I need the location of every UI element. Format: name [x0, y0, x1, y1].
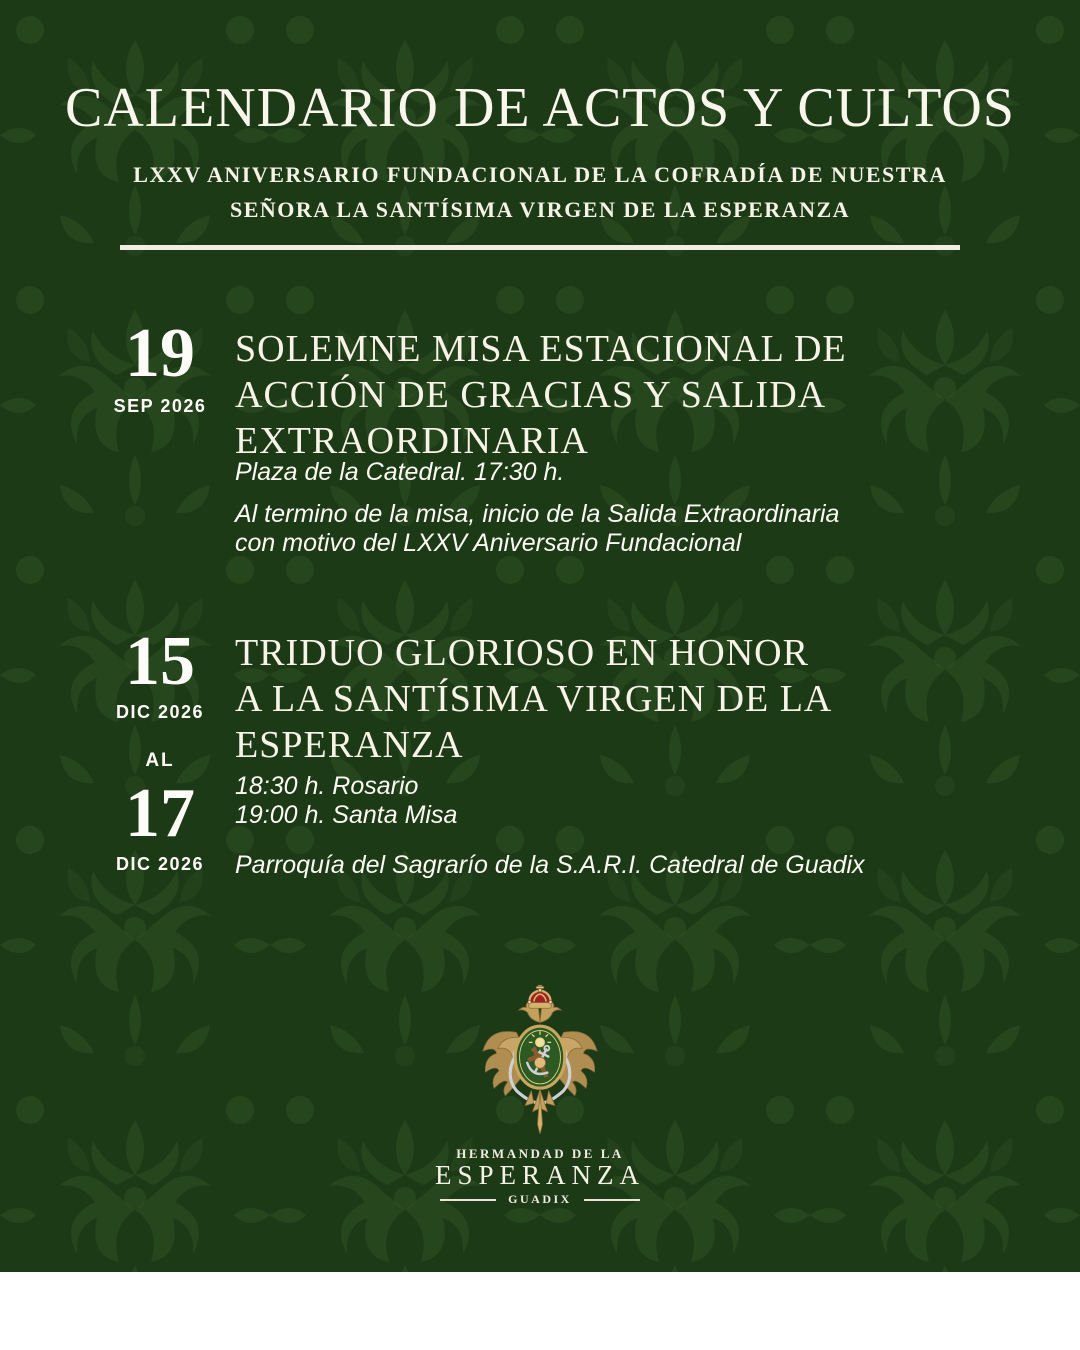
page-title: CALENDARIO DE ACTOS Y CULTOS — [64, 77, 1016, 139]
org-city-row — [0, 1192, 1080, 1207]
event1-title-line3: EXTRAORDINARIA — [235, 420, 589, 462]
event1-title-line1: SOLEMNE MISA ESTACIONAL DE — [235, 328, 847, 370]
event2-start-day: 15 — [125, 623, 195, 700]
event2-schedule-line1: 18:30 h. Rosario — [235, 772, 419, 800]
event2-title-line3: ESPERANZA — [235, 724, 464, 766]
subtitle-line-1: LXXV ANIVERSARIO FUNDACIONAL DE LA COFRADÍA DE NUESTRA — [133, 162, 947, 187]
double-headed-eagle-crest-icon — [478, 984, 602, 1136]
event1-title — [235, 326, 955, 464]
event1-title-line2: ACCIÓN DE GRACIAS Y SALIDA — [235, 374, 827, 416]
event2-title — [235, 630, 955, 768]
org-city: GUADIX — [508, 1192, 572, 1206]
event1-location: Plaza de la Catedral. 17:30 h. — [235, 458, 565, 486]
subtitle-line-2: SEÑORA LA SANTÍSIMA VIRGEN DE LA ESPERANZA — [229, 197, 851, 222]
event2-title-line2: A LA SANTÍSIMA VIRGEN DE LA — [235, 678, 833, 720]
event2-start-month-year: DIC 2026 — [115, 702, 205, 722]
event2-schedule-line2: 19:00 h. Santa Misa — [235, 801, 458, 829]
event2-title-line1: TRIDUO GLORIOSO EN HONOR — [235, 632, 809, 674]
org-name-small: HERMANDAD DE LA — [456, 1146, 624, 1161]
event2-end-month-year: DIC 2026 — [115, 854, 205, 874]
event1-day: 19 — [125, 315, 195, 392]
event2-location: Parroquía del Sagrarío de la S.A.R.I. Catedral de Guadix — [235, 851, 865, 879]
org-name-large: ESPERANZA — [434, 1160, 645, 1190]
event2-end-day: 17 — [125, 775, 195, 852]
header-divider — [120, 245, 960, 250]
event2-schedule — [235, 772, 975, 830]
event1-note — [235, 500, 975, 558]
city-rule-right — [584, 1199, 640, 1201]
city-rule-left — [440, 1199, 496, 1201]
event2-range-connector: AL — [145, 750, 175, 771]
event1-note-line2: con motivo del LXXV Aniversario Fundacional — [235, 529, 742, 557]
event1-month-year: SEP 2026 — [113, 396, 207, 416]
event1-note-line1: Al termino de la misa, inicio de la Salida Extraordinaria — [235, 500, 840, 528]
